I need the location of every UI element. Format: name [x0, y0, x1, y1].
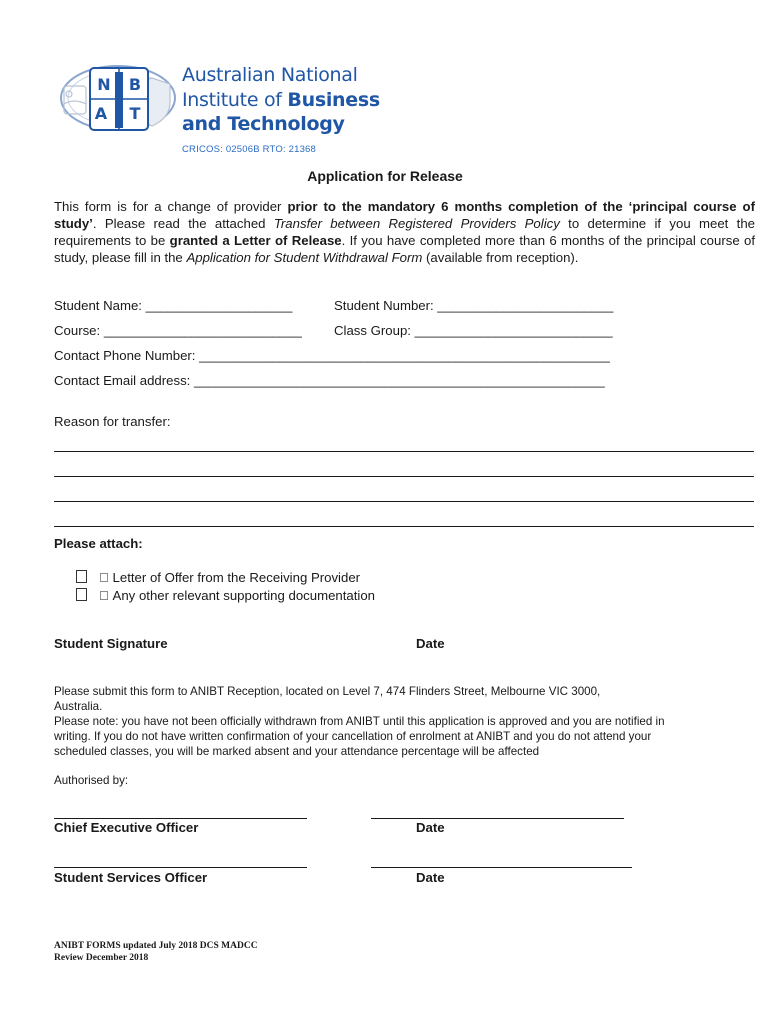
contact-email-field[interactable]: Contact Email address: ________________________________________________________	[54, 373, 605, 388]
attachment-label: Letter of Offer from the Receiving Provider	[99, 570, 354, 585]
student-signature-label: Student Signature	[54, 636, 168, 651]
reason-line-3[interactable]	[54, 501, 754, 502]
intro-italic-form: Application for Student Withdrawal Form	[186, 250, 423, 265]
intro-text-2: . Please read the attached	[92, 216, 274, 231]
ceo-label: Chief Executive Officer	[54, 820, 199, 835]
intro-text-1: This form is for a change of provider	[54, 199, 288, 214]
intro-bold-2: granted a Letter of Release	[169, 233, 342, 248]
sso-date-line[interactable]	[371, 867, 632, 868]
intro-text-3: to determine if you meet the requirements to be	[54, 216, 755, 248]
intro-paragraph	[54, 198, 755, 266]
checkbox-icon[interactable]	[76, 588, 87, 601]
logo-letter-t: T	[129, 104, 141, 123]
submit-instructions	[54, 684, 674, 714]
contact-phone-field[interactable]: Contact Phone Number: ________________________________________________________	[54, 348, 610, 363]
intro-text-5: (available from reception).	[422, 250, 579, 265]
footer-line-2: Review December 2018	[54, 953, 149, 963]
intro-text-4: . If you have completed more than 6 months of the principal course of study, please fill in the	[54, 233, 755, 265]
brand-line-3: and Technology	[182, 113, 345, 135]
sso-signature-line[interactable]	[54, 867, 307, 868]
submit-line-2: Australia.	[54, 700, 103, 713]
attachment-label: Any other relevant supporting documentation	[99, 588, 369, 603]
cricos-rto-code: CRICOS: 02506B RTO: 21368	[182, 144, 317, 155]
attach-label: Please attach:	[54, 536, 143, 551]
attachment-item[interactable]	[76, 588, 375, 603]
footer-line-1: ANIBT FORMS updated July 2018 DCS MADCC	[54, 941, 258, 951]
logo-letter-b: B	[128, 75, 142, 94]
sso-label: Student Services Officer	[54, 870, 208, 885]
reason-line-4[interactable]	[54, 526, 754, 527]
student-name-field[interactable]: Student Name: ____________________	[54, 298, 293, 313]
student-signature-date-label: Date	[416, 636, 445, 651]
authorised-by-label: Authorised by:	[54, 774, 129, 787]
anibt-emblem-icon	[58, 56, 178, 140]
brand-line-2	[182, 89, 380, 111]
ceo-signature-line[interactable]	[54, 818, 307, 819]
ceo-date-label: Date	[416, 820, 445, 835]
withdrawal-note: Please note: you have not been officially withdrawn from ANIBT until this application is approved and you are notified in writing. If you do not have written confirmation of your cancellation of enrolment at ANIBT and you do not attend your scheduled classes, you will be marked absent and your attendance percentage will be affected	[54, 715, 665, 758]
brand-line-2-bold: Business	[287, 89, 380, 111]
attachment-item[interactable]	[76, 570, 360, 585]
ceo-date-line[interactable]	[371, 818, 624, 819]
form-footer	[54, 940, 258, 964]
brand-line-1: Australian National	[182, 64, 358, 86]
intro-bold-1: prior to the mandatory 6 months completion of the ‘principal course of study’	[54, 199, 755, 231]
reason-label: Reason for transfer:	[54, 414, 171, 429]
logo-letter-n: N	[97, 75, 111, 94]
student-number-field[interactable]: Student Number: ________________________	[334, 298, 614, 313]
course-field[interactable]: Course: ___________________________	[54, 323, 302, 338]
reason-line-1[interactable]	[54, 451, 754, 452]
sso-date-label: Date	[416, 870, 445, 885]
logo-letter-a: A	[94, 104, 108, 123]
submit-line-1: Please submit this form to ANIBT Reception, located on Level 7, 474 Flinders Street, Melbourne VIC 3000,	[54, 685, 601, 698]
reason-line-2[interactable]	[54, 476, 754, 477]
checkbox-icon[interactable]	[76, 570, 87, 583]
class-group-field[interactable]: Class Group: ___________________________	[334, 323, 613, 338]
intro-italic-policy: Transfer between Registered Providers Policy	[273, 216, 560, 231]
brand-line-2-prefix: Institute of	[182, 89, 288, 111]
form-title: Application for Release	[307, 168, 463, 184]
